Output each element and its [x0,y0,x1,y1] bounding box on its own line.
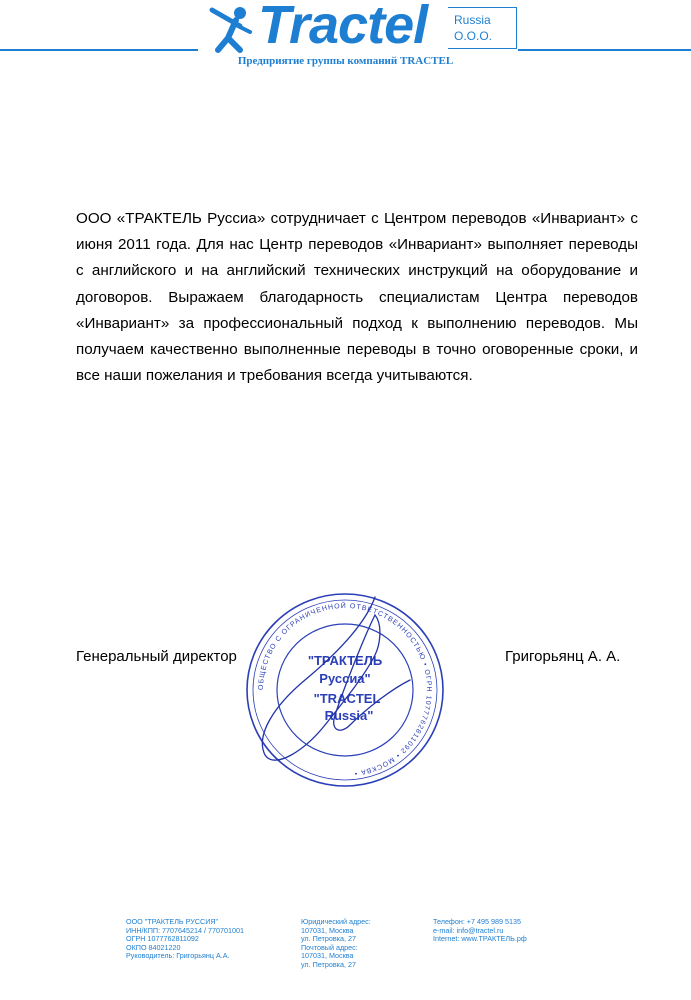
company-seal [225,585,465,795]
seal-line-4: Russia" [324,708,374,723]
footer-website: Internet: www.ТРАКТЕЛЬ.рф [433,934,527,944]
brand-legal-form: O.O.O. [454,29,493,43]
seal-ring-text: ОБЩЕСТВО С ОГРАНИЧЕННОЙ ОТВЕТСТВЕННОСТЬЮ • ОГРН 1077762811092 • МОСКВА • [257,602,433,777]
worker-figure-icon [206,4,258,54]
seal-line-3: "TRACTEL [313,691,381,706]
seal-line-1: "ТРАКТЕЛЬ [307,653,383,668]
brand-wordmark: Tractel [258,0,428,55]
footer-line: ОГРН 1077762811092 [126,934,199,944]
company-tagline: Предприятие группы компаний TRACTEL [237,55,454,67]
footer-line: 107031, Москва [301,925,354,935]
footer-line: ИНН/КПП: 7707645214 / 770701001 [126,925,244,935]
footer-line: ОКПО 84021220 [126,942,181,952]
company-logo [198,0,518,56]
footer-line: 107031, Москва [301,951,354,961]
footer-line: Руководитель: Григорьянц А.А. [126,951,230,961]
footer-contacts [433,918,527,944]
footer-line: Юридический адрес: [301,917,371,926]
brand-region-line: Russia [454,13,491,27]
footer-phone: Телефон: +7 495 989 5135 [433,917,521,926]
footer-email: e-mail: info@tractel.ru [433,925,504,935]
footer-line: ул. Петровка, 27 [301,959,356,969]
brand-region-box [448,7,517,49]
footer-addresses [301,918,371,970]
footer-line: ООО "ТРАКТЕЛЬ РУССИЯ" [126,917,219,926]
seal-line-2: Руссиа" [319,671,371,686]
letter-body: ООО «ТРАКТЕЛЬ Руссиа» сотрудничает с Центром переводов «Инвариант» с июня 2011 года. Для нас Центр переводов «Инвариант» выполняет переводы с английского и на английский технических инструкций на оборудование и договоров. Выражаем благодарность специалистам Центра переводов «Инвариант» за профессиональный подход к выполнению переводов. Мы получаем качественно выполненные переводы в точно оговоренные сроки, и все наши пожелания и требования всегда учитываются. [76,210,638,385]
signatory-title: Генеральный директор [76,648,237,665]
footer-line: ул. Петровка, 27 [301,934,356,944]
footer-company-details [126,918,244,961]
footer-line: Почтовый адрес: [301,942,358,952]
signatory-name: Григорьянц А. А. [505,648,621,665]
